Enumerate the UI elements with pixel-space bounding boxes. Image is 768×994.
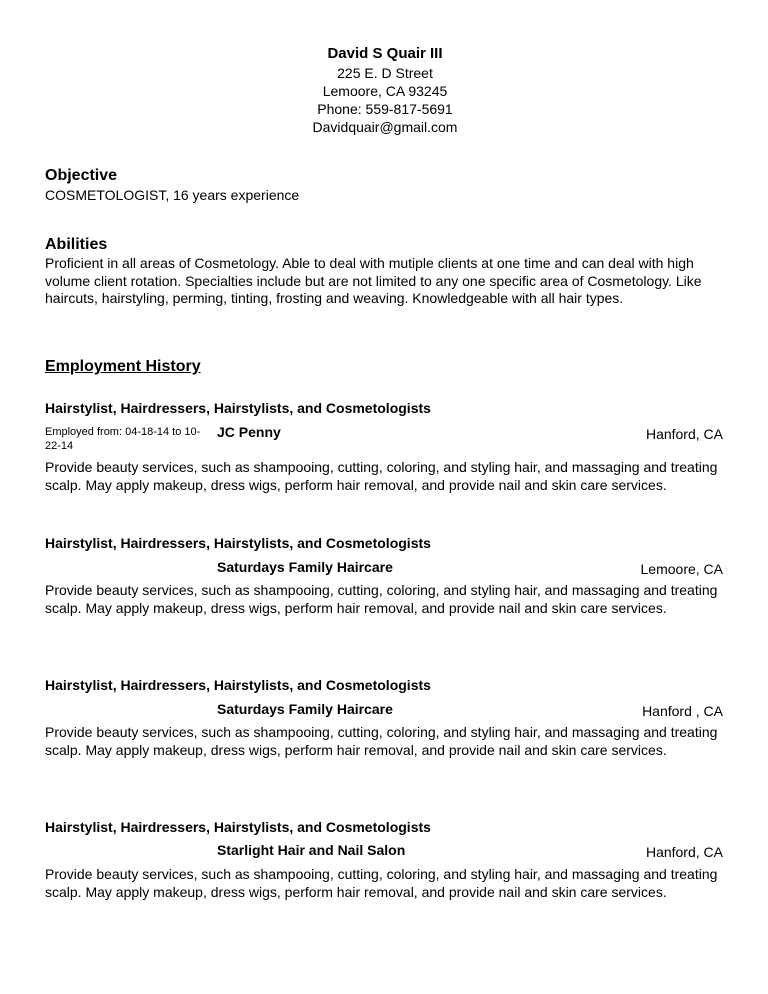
contact-header: [265, 44, 505, 136]
objective-heading: Objective: [45, 167, 118, 184]
employment-heading: Employment History: [45, 358, 201, 375]
job-location: Hanford, CA: [645, 426, 723, 442]
job-title: Hairstylist, Hairdressers, Hairstylists, and Cosmetologists: [45, 400, 431, 416]
job-title: Hairstylist, Hairdressers, Hairstylists, and Cosmetologists: [45, 677, 431, 693]
job-title: Hairstylist, Hairdressers, Hairstylists, and Cosmetologists: [45, 535, 431, 551]
company-name: JC Penny: [217, 424, 281, 440]
company-name: Saturdays Family Haircare: [217, 559, 393, 575]
job-location: Hanford, CA: [645, 844, 723, 860]
job-title: Hairstylist, Hairdressers, Hairstylists, and Cosmetologists: [45, 819, 431, 835]
abilities-text: Proficient in all areas of Cosmetology. Able to deal with mutiple clients at one time and can deal with high volume client rotation. Specialties include but are not limited to any one specific area of Cosmetology. Like haircuts, hairstyling, perming, tinting, frosting and weaving. Knowledgeable with all hair types.: [45, 255, 702, 306]
address-line-2: Lemoore, CA 93245: [322, 83, 448, 99]
job-description: Provide beauty services, such as shampooing, cutting, coloring, and styling hair, and massaging and treating scalp. May apply makeup, dress wigs, perform hair removal, and provide nail and skin care services.: [45, 459, 718, 493]
job-description: Provide beauty services, such as shampooing, cutting, coloring, and styling hair, and massaging and treating scalp. May apply makeup, dress wigs, perform hair removal, and provide nail and skin care services.: [45, 724, 718, 758]
job-description: Provide beauty services, such as shampooing, cutting, coloring, and styling hair, and massaging and treating scalp. May apply makeup, dress wigs, perform hair removal, and provide nail and skin care services.: [45, 582, 718, 616]
employment-dates: Employed from: 04-18-14 to 10-22-14: [45, 426, 201, 452]
address-line-1: 225 E. D Street: [337, 65, 433, 81]
applicant-name: David S Quair III: [327, 45, 443, 62]
job-location: Hanford , CA: [642, 703, 723, 719]
company-name: Starlight Hair and Nail Salon: [217, 842, 406, 858]
objective-text: COSMETOLOGIST, 16 years experience: [45, 187, 300, 203]
company-name: Saturdays Family Haircare: [217, 701, 393, 717]
email-address: Davidquair@gmail.com: [312, 119, 458, 135]
job-description: Provide beauty services, such as shampooing, cutting, coloring, and styling hair, and massaging and treating scalp. May apply makeup, dress wigs, perform hair removal, and provide nail and skin care services.: [45, 866, 718, 900]
phone-number: Phone: 559-817-5691: [317, 101, 453, 117]
job-location: Lemoore, CA: [640, 561, 723, 577]
abilities-heading: Abilities: [45, 236, 108, 253]
